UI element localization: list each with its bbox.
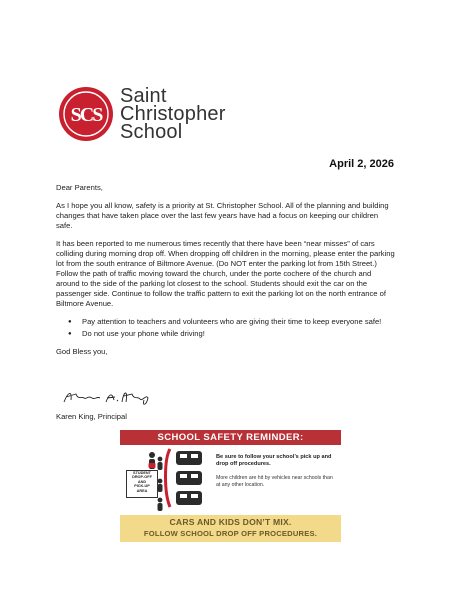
sign-line: AREA: [136, 488, 148, 493]
sign-line: AND: [137, 479, 147, 484]
banner-headline: Be sure to follow your school’s pick up and drop off procedures.: [216, 454, 332, 467]
greeting: Dear Parents,: [56, 183, 103, 192]
sign-line: PICK-UP: [134, 484, 150, 489]
bullet-list: [56, 317, 396, 339]
handwritten-signature: [62, 386, 152, 408]
bullet-item: ● Do not use your phone while driving!: [82, 329, 396, 339]
school-name-line3: School: [120, 121, 183, 143]
sign-line: STUDENT: [133, 471, 151, 475]
signer-name: Karen King, Principal: [56, 412, 127, 421]
letter-date: April 2, 2026: [329, 158, 394, 170]
paragraph-drop-off-instructions: It has been reported to me numerous times recently that there have been “near misses” of cars colliding during morning drop off. When dropping off children in the morning, please enter the parking lot from the south entrance of Biltmore Avenue. (Do NOT enter the parking lot from 15th Street.) Follow the path of traffic moving toward the church, under the porte cochere of the church and around to the side of the parking lot closest to the school. Students should exit the car on the passenger side. Continue to follow the traffic pattern to exit the parking lot on the north entrance of Biltmore Avenue.: [56, 239, 395, 308]
banner-footer: [120, 515, 341, 542]
school-name-line1: Saint: [120, 85, 167, 107]
bullet-item: ● Pay attention to teachers and volunteers who are giving their time to keep everyone safe!: [82, 317, 396, 327]
closing: God Bless you,: [56, 347, 108, 356]
letterhead: [58, 86, 258, 142]
letter-body: [56, 183, 396, 365]
banner-footer-line2: FOLLOW SCHOOL DROP OFF PROCEDURES.: [143, 529, 318, 538]
school-logo: [58, 86, 114, 142]
svg-text:SCS: SCS: [70, 104, 102, 126]
school-name: [120, 87, 226, 141]
drop-off-sign: [126, 470, 158, 498]
safety-reminder-banner: [120, 430, 341, 542]
sign-line: DROP-OFF: [132, 475, 152, 480]
banner-footer-line1: CARS AND KIDS DON’T MIX.: [169, 517, 292, 527]
banner-title: SCHOOL SAFETY REMINDER:: [120, 430, 341, 445]
school-name-line2: Christopher: [120, 103, 226, 125]
banner-subtext: More children are hit by vehicles near schools than at any other location.: [216, 475, 333, 488]
paragraph-safety-priority: As I hope you all know, safety is a priority at St. Christopher School. All of the planning and building changes that have taken place over the last few years have had a focus on keeping our children safe.: [56, 201, 389, 230]
